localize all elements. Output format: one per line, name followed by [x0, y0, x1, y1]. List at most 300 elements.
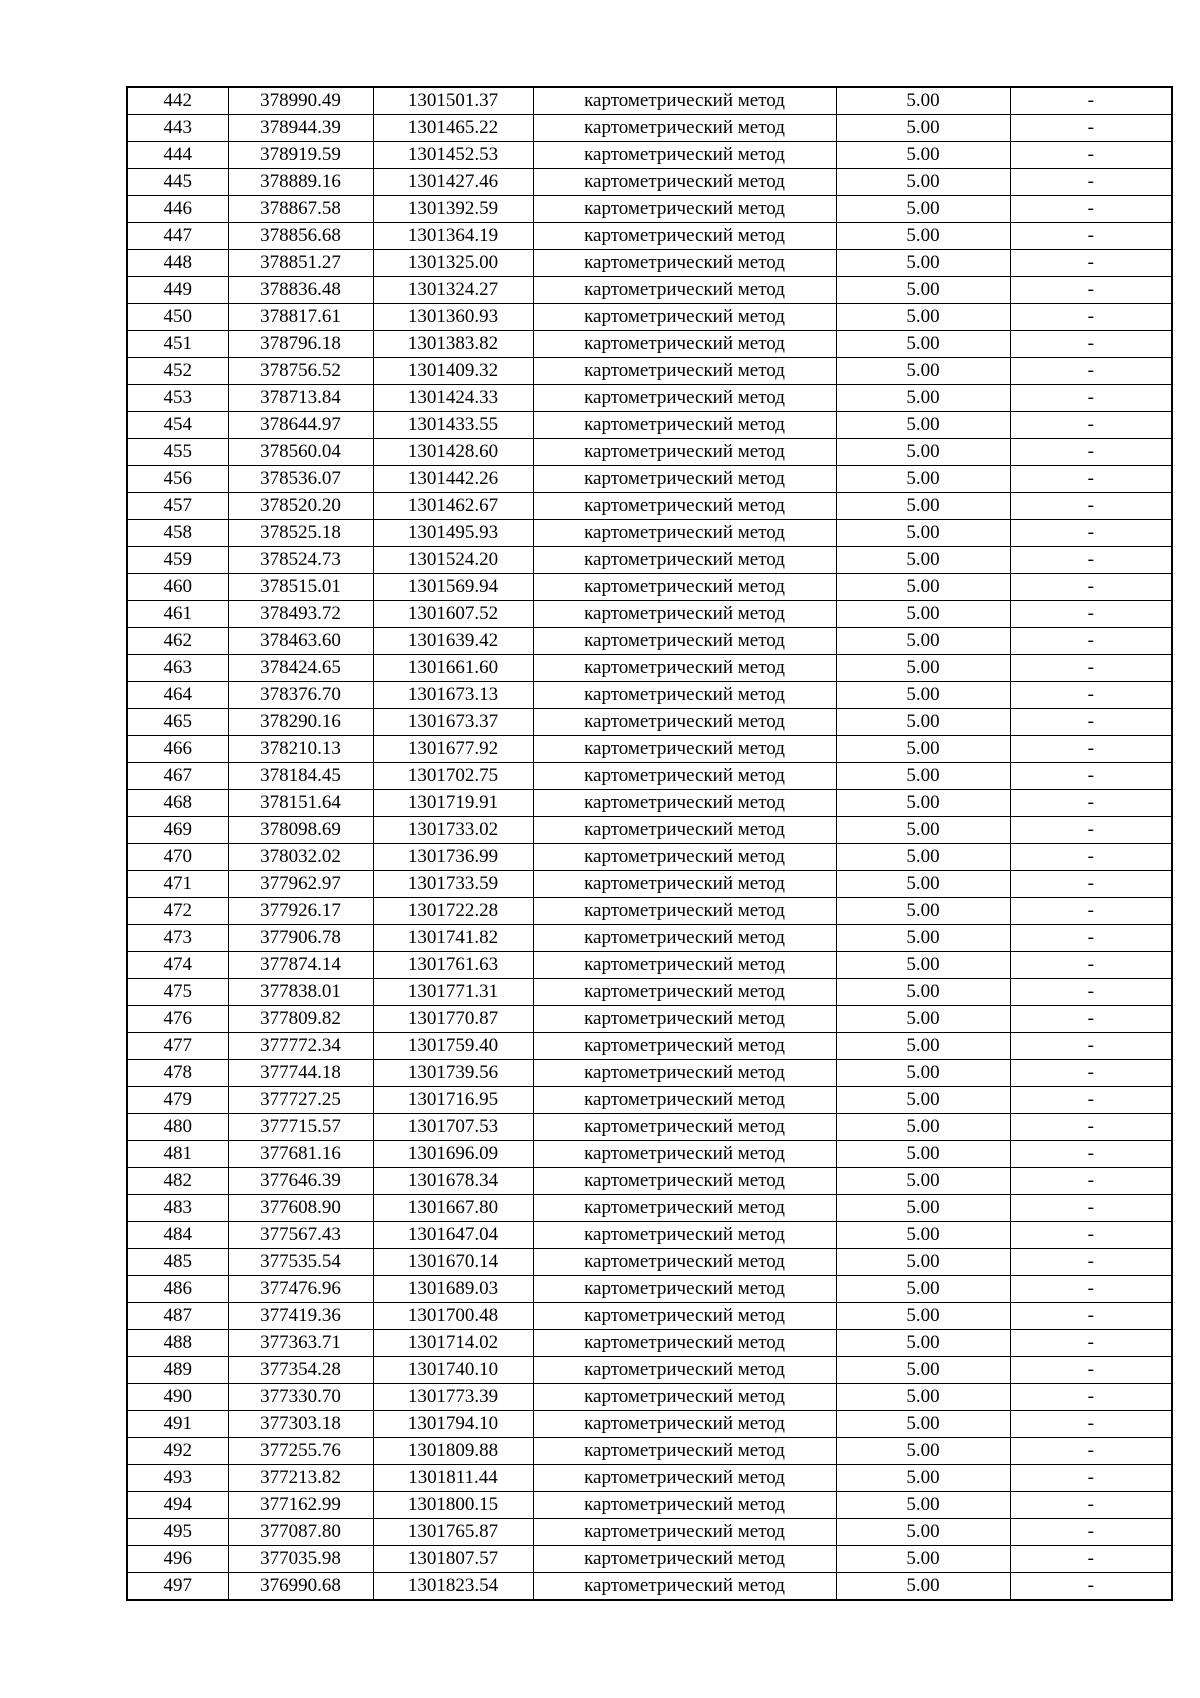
x-coordinate-cell: 377838.01: [228, 979, 373, 1006]
x-coordinate-cell: 378536.07: [228, 466, 373, 493]
y-coordinate-cell: 1301673.37: [373, 709, 533, 736]
y-coordinate-cell: 1301719.91: [373, 790, 533, 817]
x-coordinate-cell: 377809.82: [228, 1006, 373, 1033]
y-coordinate-cell: 1301433.55: [373, 412, 533, 439]
method-cell: картометрический метод: [533, 574, 836, 601]
accuracy-cell: 5.00: [836, 952, 1010, 979]
note-cell: -: [1010, 1303, 1172, 1330]
y-coordinate-cell: 1301741.82: [373, 925, 533, 952]
point-number-cell: 451: [127, 331, 228, 358]
x-coordinate-cell: 377303.18: [228, 1411, 373, 1438]
method-cell: картометрический метод: [533, 1519, 836, 1546]
point-number-cell: 464: [127, 682, 228, 709]
note-cell: -: [1010, 1087, 1172, 1114]
table-row: [127, 736, 1172, 763]
table-row: [127, 1573, 1172, 1601]
note-cell: -: [1010, 1330, 1172, 1357]
table-row: [127, 1249, 1172, 1276]
table-row: [127, 952, 1172, 979]
y-coordinate-cell: 1301442.26: [373, 466, 533, 493]
accuracy-cell: 5.00: [836, 736, 1010, 763]
table-row: [127, 979, 1172, 1006]
note-cell: -: [1010, 601, 1172, 628]
y-coordinate-cell: 1301364.19: [373, 223, 533, 250]
y-coordinate-cell: 1301383.82: [373, 331, 533, 358]
note-cell: -: [1010, 1573, 1172, 1601]
table-row: [127, 682, 1172, 709]
table-row: [127, 1222, 1172, 1249]
accuracy-cell: 5.00: [836, 169, 1010, 196]
accuracy-cell: 5.00: [836, 1195, 1010, 1222]
point-number-cell: 484: [127, 1222, 228, 1249]
method-cell: картометрический метод: [533, 331, 836, 358]
table-row: [127, 358, 1172, 385]
x-coordinate-cell: 378560.04: [228, 439, 373, 466]
accuracy-cell: 5.00: [836, 412, 1010, 439]
x-coordinate-cell: 377727.25: [228, 1087, 373, 1114]
note-cell: -: [1010, 1195, 1172, 1222]
accuracy-cell: 5.00: [836, 520, 1010, 547]
method-cell: картометрический метод: [533, 250, 836, 277]
x-coordinate-cell: 378889.16: [228, 169, 373, 196]
point-number-cell: 466: [127, 736, 228, 763]
table-row: [127, 223, 1172, 250]
method-cell: картометрический метод: [533, 87, 836, 115]
method-cell: картометрический метод: [533, 1033, 836, 1060]
table-row: [127, 1276, 1172, 1303]
note-cell: -: [1010, 1222, 1172, 1249]
method-cell: картометрический метод: [533, 196, 836, 223]
table-row: [127, 790, 1172, 817]
table-row: [127, 412, 1172, 439]
x-coordinate-cell: 378525.18: [228, 520, 373, 547]
y-coordinate-cell: 1301740.10: [373, 1357, 533, 1384]
method-cell: картометрический метод: [533, 1411, 836, 1438]
point-number-cell: 492: [127, 1438, 228, 1465]
table-row: [127, 142, 1172, 169]
note-cell: -: [1010, 196, 1172, 223]
table-row: [127, 817, 1172, 844]
point-number-cell: 472: [127, 898, 228, 925]
point-number-cell: 468: [127, 790, 228, 817]
point-number-cell: 445: [127, 169, 228, 196]
table-row: [127, 1438, 1172, 1465]
method-cell: картометрический метод: [533, 844, 836, 871]
method-cell: картометрический метод: [533, 169, 836, 196]
x-coordinate-cell: 378493.72: [228, 601, 373, 628]
table-row: [127, 1033, 1172, 1060]
note-cell: -: [1010, 1060, 1172, 1087]
point-number-cell: 465: [127, 709, 228, 736]
method-cell: картометрический метод: [533, 1357, 836, 1384]
x-coordinate-cell: 377535.54: [228, 1249, 373, 1276]
method-cell: картометрический метод: [533, 763, 836, 790]
table-row: [127, 1384, 1172, 1411]
x-coordinate-cell: 378867.58: [228, 196, 373, 223]
accuracy-cell: 5.00: [836, 709, 1010, 736]
y-coordinate-cell: 1301324.27: [373, 277, 533, 304]
note-cell: -: [1010, 1384, 1172, 1411]
y-coordinate-cell: 1301462.67: [373, 493, 533, 520]
table-row: [127, 844, 1172, 871]
x-coordinate-cell: 377162.99: [228, 1492, 373, 1519]
x-coordinate-cell: 378290.16: [228, 709, 373, 736]
point-number-cell: 490: [127, 1384, 228, 1411]
y-coordinate-cell: 1301771.31: [373, 979, 533, 1006]
note-cell: -: [1010, 87, 1172, 115]
point-number-cell: 447: [127, 223, 228, 250]
note-cell: -: [1010, 709, 1172, 736]
x-coordinate-cell: 378817.61: [228, 304, 373, 331]
accuracy-cell: 5.00: [836, 1249, 1010, 1276]
x-coordinate-cell: 378944.39: [228, 115, 373, 142]
x-coordinate-cell: 378376.70: [228, 682, 373, 709]
table-row: [127, 169, 1172, 196]
x-coordinate-cell: 378098.69: [228, 817, 373, 844]
method-cell: картометрический метод: [533, 115, 836, 142]
point-number-cell: 459: [127, 547, 228, 574]
note-cell: -: [1010, 844, 1172, 871]
table-row: [127, 250, 1172, 277]
y-coordinate-cell: 1301800.15: [373, 1492, 533, 1519]
note-cell: -: [1010, 682, 1172, 709]
note-cell: -: [1010, 1411, 1172, 1438]
method-cell: картометрический метод: [533, 871, 836, 898]
table-row: [127, 1330, 1172, 1357]
table-row: [127, 1141, 1172, 1168]
x-coordinate-cell: 378713.84: [228, 385, 373, 412]
y-coordinate-cell: 1301409.32: [373, 358, 533, 385]
x-coordinate-cell: 378184.45: [228, 763, 373, 790]
note-cell: -: [1010, 1438, 1172, 1465]
x-coordinate-cell: 378644.97: [228, 412, 373, 439]
method-cell: картометрический метод: [533, 817, 836, 844]
point-number-cell: 463: [127, 655, 228, 682]
point-number-cell: 478: [127, 1060, 228, 1087]
accuracy-cell: 5.00: [836, 790, 1010, 817]
point-number-cell: 448: [127, 250, 228, 277]
point-number-cell: 469: [127, 817, 228, 844]
note-cell: -: [1010, 1006, 1172, 1033]
table-row: [127, 1546, 1172, 1573]
method-cell: картометрический метод: [533, 358, 836, 385]
x-coordinate-cell: 378796.18: [228, 331, 373, 358]
point-number-cell: 457: [127, 493, 228, 520]
note-cell: -: [1010, 385, 1172, 412]
x-coordinate-cell: 377874.14: [228, 952, 373, 979]
method-cell: картометрический метод: [533, 1573, 836, 1601]
method-cell: картометрический метод: [533, 682, 836, 709]
point-number-cell: 449: [127, 277, 228, 304]
point-number-cell: 476: [127, 1006, 228, 1033]
x-coordinate-cell: 377744.18: [228, 1060, 373, 1087]
accuracy-cell: 5.00: [836, 1168, 1010, 1195]
y-coordinate-cell: 1301452.53: [373, 142, 533, 169]
accuracy-cell: 5.00: [836, 1303, 1010, 1330]
y-coordinate-cell: 1301696.09: [373, 1141, 533, 1168]
note-cell: -: [1010, 655, 1172, 682]
note-cell: -: [1010, 520, 1172, 547]
method-cell: картометрический метод: [533, 898, 836, 925]
accuracy-cell: 5.00: [836, 1087, 1010, 1114]
y-coordinate-cell: 1301765.87: [373, 1519, 533, 1546]
y-coordinate-cell: 1301424.33: [373, 385, 533, 412]
x-coordinate-cell: 378836.48: [228, 277, 373, 304]
x-coordinate-cell: 377419.36: [228, 1303, 373, 1330]
y-coordinate-cell: 1301647.04: [373, 1222, 533, 1249]
accuracy-cell: 5.00: [836, 439, 1010, 466]
x-coordinate-cell: 377330.70: [228, 1384, 373, 1411]
point-number-cell: 480: [127, 1114, 228, 1141]
method-cell: картометрический метод: [533, 385, 836, 412]
y-coordinate-cell: 1301689.03: [373, 1276, 533, 1303]
x-coordinate-cell: 378851.27: [228, 250, 373, 277]
x-coordinate-cell: 377213.82: [228, 1465, 373, 1492]
note-cell: -: [1010, 223, 1172, 250]
accuracy-cell: 5.00: [836, 1033, 1010, 1060]
note-cell: -: [1010, 493, 1172, 520]
note-cell: -: [1010, 817, 1172, 844]
accuracy-cell: 5.00: [836, 655, 1010, 682]
x-coordinate-cell: 378919.59: [228, 142, 373, 169]
accuracy-cell: 5.00: [836, 898, 1010, 925]
x-coordinate-cell: 377926.17: [228, 898, 373, 925]
x-coordinate-cell: 377608.90: [228, 1195, 373, 1222]
coordinates-table-body: [127, 87, 1172, 1600]
y-coordinate-cell: 1301392.59: [373, 196, 533, 223]
point-number-cell: 494: [127, 1492, 228, 1519]
note-cell: -: [1010, 871, 1172, 898]
method-cell: картометрический метод: [533, 1276, 836, 1303]
x-coordinate-cell: 377354.28: [228, 1357, 373, 1384]
point-number-cell: 455: [127, 439, 228, 466]
point-number-cell: 487: [127, 1303, 228, 1330]
accuracy-cell: 5.00: [836, 1114, 1010, 1141]
y-coordinate-cell: 1301673.13: [373, 682, 533, 709]
x-coordinate-cell: 378210.13: [228, 736, 373, 763]
table-row: [127, 925, 1172, 952]
y-coordinate-cell: 1301773.39: [373, 1384, 533, 1411]
method-cell: картометрический метод: [533, 736, 836, 763]
accuracy-cell: 5.00: [836, 1492, 1010, 1519]
method-cell: картометрический метод: [533, 1465, 836, 1492]
table-row: [127, 439, 1172, 466]
accuracy-cell: 5.00: [836, 1573, 1010, 1601]
y-coordinate-cell: 1301702.75: [373, 763, 533, 790]
note-cell: -: [1010, 763, 1172, 790]
note-cell: -: [1010, 1141, 1172, 1168]
note-cell: -: [1010, 277, 1172, 304]
point-number-cell: 486: [127, 1276, 228, 1303]
point-number-cell: 470: [127, 844, 228, 871]
table-row: [127, 115, 1172, 142]
method-cell: картометрический метод: [533, 1384, 836, 1411]
point-number-cell: 481: [127, 1141, 228, 1168]
y-coordinate-cell: 1301524.20: [373, 547, 533, 574]
accuracy-cell: 5.00: [836, 1276, 1010, 1303]
accuracy-cell: 5.00: [836, 574, 1010, 601]
y-coordinate-cell: 1301360.93: [373, 304, 533, 331]
accuracy-cell: 5.00: [836, 682, 1010, 709]
y-coordinate-cell: 1301670.14: [373, 1249, 533, 1276]
method-cell: картометрический метод: [533, 1114, 836, 1141]
note-cell: -: [1010, 628, 1172, 655]
accuracy-cell: 5.00: [836, 142, 1010, 169]
note-cell: -: [1010, 250, 1172, 277]
method-cell: картометрический метод: [533, 1060, 836, 1087]
table-row: [127, 871, 1172, 898]
point-number-cell: 461: [127, 601, 228, 628]
note-cell: -: [1010, 574, 1172, 601]
method-cell: картометрический метод: [533, 952, 836, 979]
x-coordinate-cell: 377646.39: [228, 1168, 373, 1195]
x-coordinate-cell: 377772.34: [228, 1033, 373, 1060]
note-cell: -: [1010, 358, 1172, 385]
y-coordinate-cell: 1301428.60: [373, 439, 533, 466]
note-cell: -: [1010, 304, 1172, 331]
y-coordinate-cell: 1301607.52: [373, 601, 533, 628]
y-coordinate-cell: 1301722.28: [373, 898, 533, 925]
method-cell: картометрический метод: [533, 493, 836, 520]
table-row: [127, 493, 1172, 520]
method-cell: картометрический метод: [533, 1438, 836, 1465]
y-coordinate-cell: 1301716.95: [373, 1087, 533, 1114]
y-coordinate-cell: 1301325.00: [373, 250, 533, 277]
point-number-cell: 453: [127, 385, 228, 412]
note-cell: -: [1010, 1546, 1172, 1573]
note-cell: -: [1010, 1465, 1172, 1492]
method-cell: картометрический метод: [533, 979, 836, 1006]
point-number-cell: 491: [127, 1411, 228, 1438]
accuracy-cell: 5.00: [836, 1060, 1010, 1087]
accuracy-cell: 5.00: [836, 493, 1010, 520]
table-row: [127, 547, 1172, 574]
note-cell: -: [1010, 547, 1172, 574]
point-number-cell: 482: [127, 1168, 228, 1195]
point-number-cell: 497: [127, 1573, 228, 1601]
point-number-cell: 446: [127, 196, 228, 223]
note-cell: -: [1010, 1276, 1172, 1303]
method-cell: картометрический метод: [533, 925, 836, 952]
y-coordinate-cell: 1301733.59: [373, 871, 533, 898]
x-coordinate-cell: 378756.52: [228, 358, 373, 385]
y-coordinate-cell: 1301661.60: [373, 655, 533, 682]
table-row: [127, 763, 1172, 790]
point-number-cell: 458: [127, 520, 228, 547]
table-row: [127, 87, 1172, 115]
point-number-cell: 456: [127, 466, 228, 493]
note-cell: -: [1010, 466, 1172, 493]
table-row: [127, 520, 1172, 547]
table-row: [127, 1006, 1172, 1033]
y-coordinate-cell: 1301465.22: [373, 115, 533, 142]
method-cell: картометрический метод: [533, 601, 836, 628]
point-number-cell: 471: [127, 871, 228, 898]
accuracy-cell: 5.00: [836, 979, 1010, 1006]
point-number-cell: 489: [127, 1357, 228, 1384]
accuracy-cell: 5.00: [836, 628, 1010, 655]
accuracy-cell: 5.00: [836, 547, 1010, 574]
x-coordinate-cell: 378520.20: [228, 493, 373, 520]
y-coordinate-cell: 1301736.99: [373, 844, 533, 871]
table-row: [127, 1519, 1172, 1546]
accuracy-cell: 5.00: [836, 1141, 1010, 1168]
method-cell: картометрический метод: [533, 655, 836, 682]
method-cell: картометрический метод: [533, 1546, 836, 1573]
y-coordinate-cell: 1301569.94: [373, 574, 533, 601]
point-number-cell: 473: [127, 925, 228, 952]
table-row: [127, 196, 1172, 223]
accuracy-cell: 5.00: [836, 1330, 1010, 1357]
point-number-cell: 493: [127, 1465, 228, 1492]
y-coordinate-cell: 1301809.88: [373, 1438, 533, 1465]
accuracy-cell: 5.00: [836, 115, 1010, 142]
accuracy-cell: 5.00: [836, 1465, 1010, 1492]
accuracy-cell: 5.00: [836, 1006, 1010, 1033]
note-cell: -: [1010, 952, 1172, 979]
method-cell: картометрический метод: [533, 439, 836, 466]
method-cell: картометрический метод: [533, 1249, 836, 1276]
note-cell: -: [1010, 115, 1172, 142]
table-row: [127, 574, 1172, 601]
table-row: [127, 1357, 1172, 1384]
note-cell: -: [1010, 898, 1172, 925]
point-number-cell: 479: [127, 1087, 228, 1114]
table-row: [127, 1168, 1172, 1195]
y-coordinate-cell: 1301495.93: [373, 520, 533, 547]
y-coordinate-cell: 1301770.87: [373, 1006, 533, 1033]
note-cell: -: [1010, 1168, 1172, 1195]
point-number-cell: 496: [127, 1546, 228, 1573]
point-number-cell: 474: [127, 952, 228, 979]
table-row: [127, 655, 1172, 682]
point-number-cell: 483: [127, 1195, 228, 1222]
x-coordinate-cell: 378856.68: [228, 223, 373, 250]
x-coordinate-cell: 377363.71: [228, 1330, 373, 1357]
note-cell: -: [1010, 925, 1172, 952]
accuracy-cell: 5.00: [836, 87, 1010, 115]
note-cell: -: [1010, 169, 1172, 196]
method-cell: картометрический метод: [533, 1222, 836, 1249]
table-row: [127, 1411, 1172, 1438]
table-row: [127, 1114, 1172, 1141]
y-coordinate-cell: 1301759.40: [373, 1033, 533, 1060]
accuracy-cell: 5.00: [836, 1411, 1010, 1438]
table-row: [127, 1492, 1172, 1519]
accuracy-cell: 5.00: [836, 601, 1010, 628]
method-cell: картометрический метод: [533, 1168, 836, 1195]
accuracy-cell: 5.00: [836, 385, 1010, 412]
x-coordinate-cell: 378151.64: [228, 790, 373, 817]
accuracy-cell: 5.00: [836, 196, 1010, 223]
accuracy-cell: 5.00: [836, 250, 1010, 277]
x-coordinate-cell: 378990.49: [228, 87, 373, 115]
point-number-cell: 488: [127, 1330, 228, 1357]
x-coordinate-cell: 378524.73: [228, 547, 373, 574]
method-cell: картометрический метод: [533, 1195, 836, 1222]
point-number-cell: 444: [127, 142, 228, 169]
table-row: [127, 1060, 1172, 1087]
y-coordinate-cell: 1301639.42: [373, 628, 533, 655]
note-cell: -: [1010, 412, 1172, 439]
table-row: [127, 898, 1172, 925]
accuracy-cell: 5.00: [836, 331, 1010, 358]
y-coordinate-cell: 1301733.02: [373, 817, 533, 844]
y-coordinate-cell: 1301707.53: [373, 1114, 533, 1141]
accuracy-cell: 5.00: [836, 844, 1010, 871]
accuracy-cell: 5.00: [836, 817, 1010, 844]
accuracy-cell: 5.00: [836, 1222, 1010, 1249]
